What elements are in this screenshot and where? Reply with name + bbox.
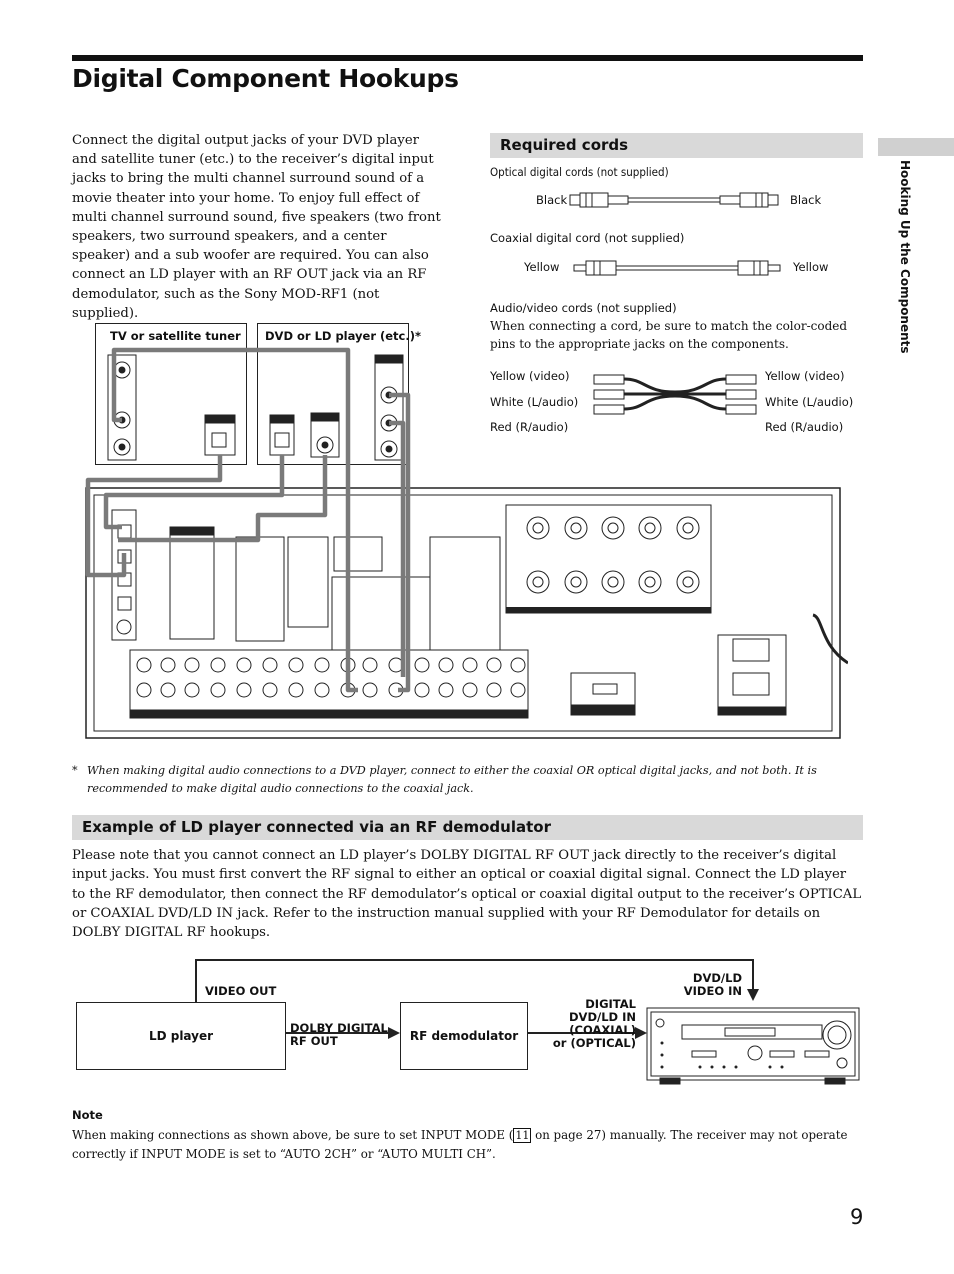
av-right-red: Red (R/audio) [765, 420, 844, 434]
footnote-mark: * [72, 764, 78, 777]
page-title: Digital Component Hookups [72, 64, 459, 93]
digital-in-line-3: (COAXIAL) [569, 1023, 636, 1037]
note-heading: Note [72, 1108, 103, 1122]
page-number: 9 [850, 1205, 864, 1229]
video-in-label [680, 972, 742, 998]
coaxial-cord-label: Coaxial digital cord (not supplied) [490, 231, 685, 245]
digital-in-label [536, 998, 636, 1050]
side-tab-label: Hooking Up the Components [898, 160, 912, 354]
rf-out-label [290, 1022, 388, 1048]
note-text-start: When making connections as shown above, be sure to set INPUT MODE ( [72, 1128, 514, 1142]
side-tab-marker [878, 138, 954, 156]
av-left-red: Red (R/audio) [490, 420, 569, 434]
coaxial-cord-illustration [572, 257, 782, 279]
optical-left-color: Black [536, 193, 568, 207]
av-left-yellow: Yellow (video) [490, 369, 570, 383]
av-cord-label: Audio/video cords (not supplied) [490, 301, 677, 315]
digital-in-line-4: or (OPTICAL) [552, 1036, 636, 1050]
note-ref-box: 11 [515, 1129, 530, 1142]
digital-in-line-1: DIGITAL [585, 997, 636, 1011]
footnote [72, 762, 862, 798]
coaxial-left-color: Yellow [524, 260, 560, 274]
av-cord-description: When connecting a cord, be sure to match the color-coded pins to the appropriate jacks on the components. [490, 319, 848, 351]
note-text [72, 1126, 862, 1163]
rf-out-line-1: DOLBY DIGITAL [290, 1021, 388, 1035]
video-in-line-2: VIDEO IN [683, 984, 742, 998]
optical-cord-label: Optical digital cords (not supplied) [490, 165, 669, 179]
note-text-end: on page 27) manually. The receiver may not operate correctly if INPUT MODE is set to “AUTO 2CH” or “AUTO MULTI CH”. [72, 1128, 848, 1161]
ld-player-box: LD player [76, 1002, 286, 1070]
required-cords-heading: Required cords [490, 133, 863, 158]
digital-in-line-2: DVD/LD IN [569, 1010, 636, 1024]
dvd-player-label: DVD or LD player (etc.)* [265, 329, 422, 343]
video-out-label: VIDEO OUT [205, 984, 277, 998]
optical-cord-illustration [568, 190, 780, 210]
example-heading: Example of LD player connected via an RF demodulator [72, 815, 863, 840]
tuner-label: TV or satellite tuner [110, 329, 241, 343]
video-in-line-1: DVD/LD [692, 971, 742, 985]
optical-right-color: Black [790, 193, 822, 207]
av-right-white: White (L/audio) [765, 394, 854, 409]
example-paragraph: Please note that you cannot connect an LD player’s DOLBY DIGITAL RF OUT jack directly to the receiver’s digital input jacks. You must first convert the RF signal to either an optical or coaxial digital signal. Connect the LD player to the RF demodulator, then connect the RF demodulator’s optical or coaxial digital output to the receiver’s OPTICAL or COAXIAL DVD/LD IN jack. Refer to the instruction manual supplied with your RF Demodulator for details on DOLBY DIGITAL RF hookups. [72, 848, 862, 941]
rf-out-line-2: RF OUT [290, 1034, 338, 1048]
av-left-white: White (L/audio) [490, 394, 579, 409]
av-right-yellow: Yellow (video) [765, 369, 845, 383]
footnote-text: When making digital audio connections to a DVD player, connect to either the coaxial OR optical digital jacks, and not both. It is recommended to make digital audio connections to the coaxial jack. [87, 764, 817, 795]
rf-demodulator-box: RF demodulator [400, 1002, 528, 1070]
intro-paragraph: Connect the digital output jacks of your DVD player and satellite tuner (etc.) to the receiver’s digital input jacks to bring the multi channel surround sound of a movie theater into your home. To enjoy full effect of multi channel surround sound, five speakers (two front speakers, two surround speakers, and a center speaker) and a sub woofer are required. You can also connect an LD player with an RF OUT jack via an RF demodulator, such as the Sony MOD-RF1 (not supplied). [72, 133, 441, 321]
header-rule [72, 55, 863, 61]
coaxial-right-color: Yellow [793, 260, 829, 274]
receiver-rear-panel-diagram [78, 345, 848, 745]
